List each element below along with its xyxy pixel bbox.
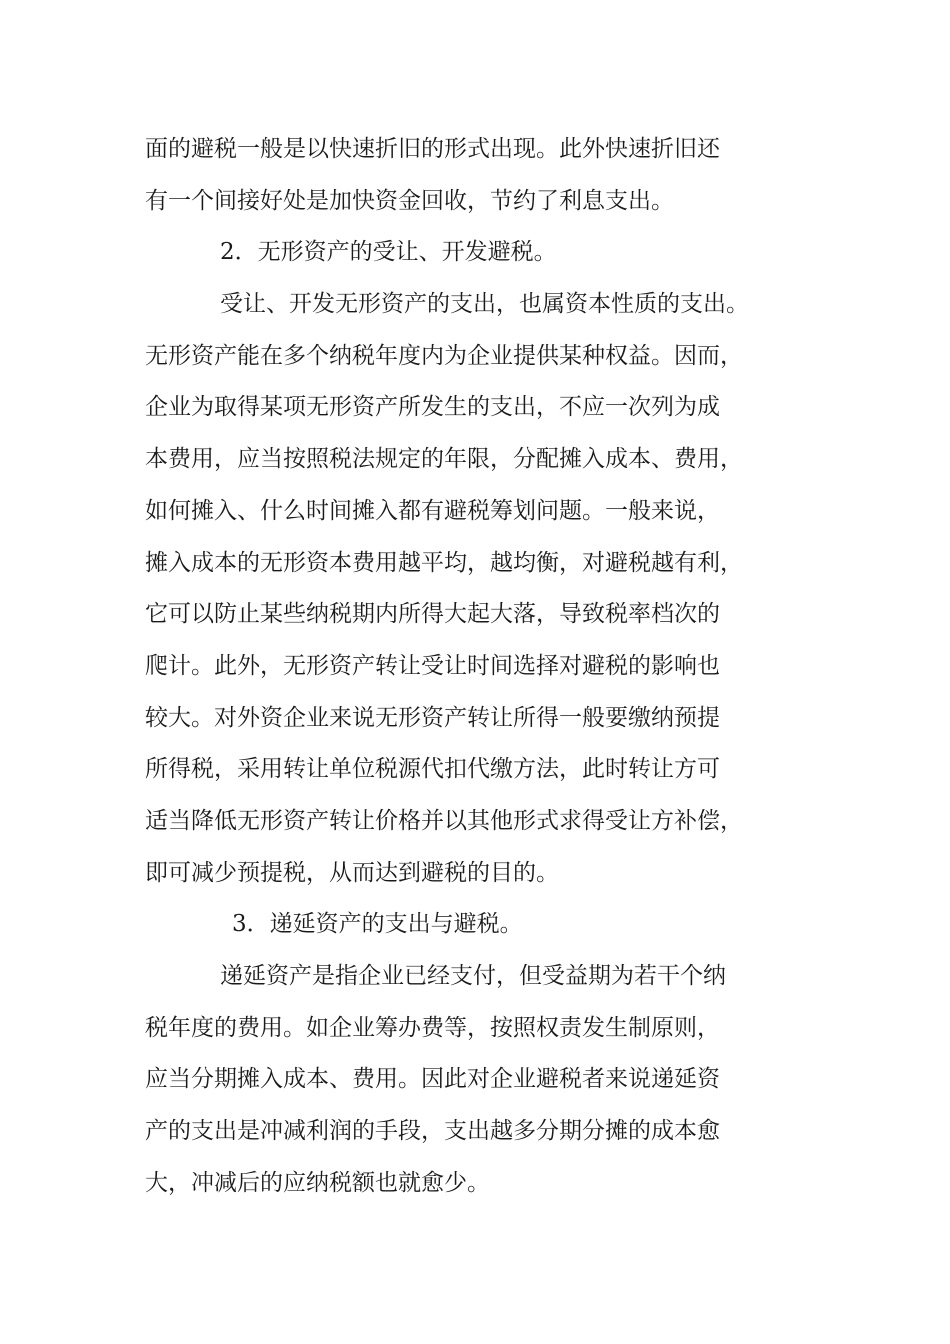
text-line: 大，冲减后的应纳税额也就愈少。 (145, 1169, 490, 1196)
text-line: 较大。对外资企业来说无形资产转让所得一般要缴纳预提 (145, 704, 720, 731)
text-line: 产的支出是冲减利润的手段，支出越多分期分摊的成本愈 (145, 1118, 720, 1145)
text-line: 即可减少预提税，从而达到避税的目的。 (145, 859, 559, 886)
text-line: 无形资产能在多个纳税年度内为企业提供某种权益。因而， (145, 342, 743, 369)
text-line: 本费用，应当按照税法规定的年限，分配摊入成本、费用， (145, 446, 743, 473)
text-line: 递延资产是指企业已经支付，但受益期为若干个纳 (220, 963, 726, 989)
body-text (145, 124, 805, 1209)
text-line: 适当降低无形资产转让价格并以其他形式求得受让方补偿， (145, 807, 743, 834)
text-line: 税年度的费用。如企业筹办费等，按照权责发生制原则， (145, 1014, 720, 1041)
text-line: 如何摊入、什么时间摊入都有避税筹划问题。一般来说， (145, 497, 720, 524)
section-heading-2: 2．无形资产的受让、开发避税。 (220, 239, 557, 266)
section-heading-3: 3．递延资产的支出与避税。 (232, 911, 523, 938)
text-line: 面的避税一般是以快速折旧的形式出现。此外快速折旧还 (145, 136, 720, 162)
text-line: 它可以防止某些纳税期内所得大起大落，导致税率档次的 (145, 601, 720, 628)
text-line: 受让、开发无形资产的支出，也属资本性质的支出。 (220, 291, 749, 318)
text-line: 企业为取得某项无形资产所发生的支出，不应一次列为成 (145, 394, 720, 421)
text-line: 摊入成本的无形资本费用越平均，越均衡，对避税越有利， (145, 549, 743, 576)
text-line: 爬计。此外，无形资产转让受让时间选择对避税的影响也 (145, 652, 720, 679)
text-line: 应当分期摊入成本、费用。因此对企业避税者来说递延资 (145, 1066, 720, 1093)
text-line: 有一个间接好处是加快资金回收，节约了利息支出。 (145, 187, 674, 214)
text-line: 所得税，采用转让单位税源代扣代缴方法，此时转让方可 (145, 756, 720, 783)
